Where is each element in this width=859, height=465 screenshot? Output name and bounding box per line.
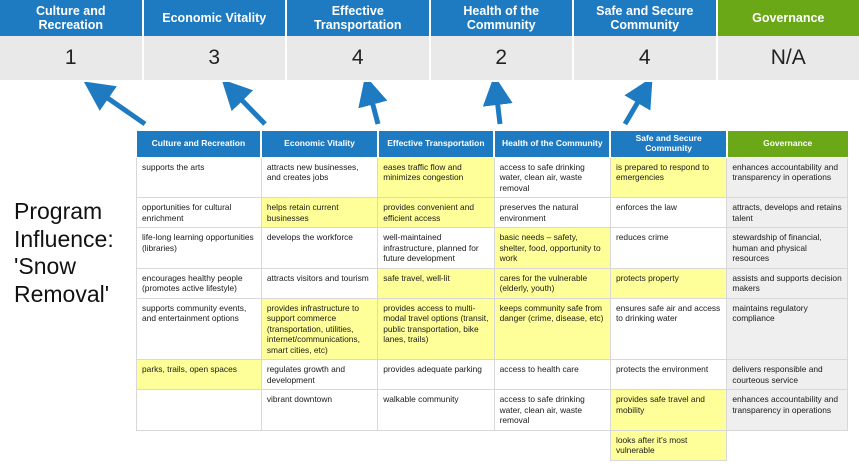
matrix-cell: access to safe drinking water, clean air, waste removal [494,390,610,431]
matrix-cell: basic needs – safety, shelter, food, opportunity to work [494,228,610,269]
caption-line-2: Influence: [14,225,114,252]
table-row [137,198,848,228]
matrix-cell: opportunities for cultural enrichment [137,198,262,228]
matrix-cell: attracts, develops and retains talent [727,198,848,228]
matrix-cell: maintains regulatory compliance [727,298,848,360]
matrix-header-health-of-the-community: Health of the Community [494,131,610,157]
matrix-cell: provides adequate parking [378,360,494,390]
matrix-cell: supports community events, and entertainment options [137,298,262,360]
matrix-cell: enhances accountability and transparency in operations [727,390,848,431]
table-row [137,157,848,198]
matrix-cell: protects the environment [610,360,726,390]
matrix-cell: safe travel, well-lit [378,268,494,298]
arrow-effective-transportation [369,90,378,124]
matrix-cell: supports the arts [137,157,262,198]
matrix-cell: reduces crime [610,228,726,269]
matrix-cell: life-long learning opportunities (libraries) [137,228,262,269]
matrix-cell: provides access to multi-modal travel options (transit, public transportation, bike lanes, trails) [378,298,494,360]
arrow-economic-vitality [232,90,265,124]
matrix-header-governance: Governance [727,131,848,157]
score-culture-and-recreation: 1 [0,36,144,80]
matrix-header-economic-vitality: Economic Vitality [261,131,377,157]
score-health-of-the-community: 2 [431,36,575,80]
matrix-cell: assists and supports decision makers [727,268,848,298]
matrix-header-safe-and-secure-community: Safe and Secure Community [610,131,726,157]
caption-line-1: Program [14,198,103,224]
matrix-cell: develops the workforce [261,228,377,269]
matrix-cell: access to safe drinking water, clean air, waste removal [494,157,610,198]
table-row [137,360,848,390]
matrix-cell: parks, trails, open spaces [137,360,262,390]
scorecard-header-label: Effective Transportation [313,4,402,32]
caption-line-4: Removal' [14,280,110,307]
matrix-cell: well-maintained infrastructure, planned for future development [378,228,494,269]
matrix-cell: encourages healthy people (promotes active lifestyle) [137,268,262,298]
matrix-cell: provides convenient and efficient access [378,198,494,228]
scorecard-header-health-of-the-community [431,0,575,36]
scorecard-score-row [0,36,859,80]
scorecard-header-label: Culture and Recreation [36,4,106,32]
matrix-cell [137,390,262,431]
matrix-cell: attracts visitors and tourism [261,268,377,298]
scorecard-header-label: Economic Vitality [162,11,267,25]
matrix-cell: looks after it's most vulnerable [610,430,726,460]
scorecard-header-label: Governance [752,11,825,25]
scorecard-header-safe-and-secure-community [574,0,718,36]
scorecard-header-economic-vitality [144,0,288,36]
matrix-header-row [137,131,848,157]
scorecard-header-effective-transportation [287,0,431,36]
arrow-safe-and-secure-community [625,90,645,124]
matrix-cell: regulates growth and development [261,360,377,390]
table-row [137,228,848,269]
arrow-group [0,82,859,130]
matrix-cell: cares for the vulnerable (elderly, youth) [494,268,610,298]
matrix-cell: enforces the law [610,198,726,228]
matrix-cell: keeps community safe from danger (crime, disease, etc) [494,298,610,360]
scorecard-band [0,0,859,82]
matrix-cell [494,430,610,460]
matrix-cell: protects property [610,268,726,298]
matrix-cell [261,430,377,460]
priority-matrix-table [136,131,848,461]
matrix-header [137,131,848,157]
caption-line-3: 'Snow [14,253,76,280]
score-economic-vitality: 3 [144,36,288,80]
arrow-culture-and-recreation [96,90,145,124]
matrix-cell: provides infrastructure to support commerce (transportation, utilities, internet/communications, smart cities, etc) [261,298,377,360]
score-safe-and-secure-community: 4 [574,36,718,80]
table-row [137,268,848,298]
scorecard-header-governance [718,0,859,36]
matrix-cell: enhances accountability and transparency in operations [727,157,848,198]
matrix-header-culture-and-recreation: Culture and Recreation [137,131,262,157]
score-governance: N/A [770,46,806,69]
scorecard-header-label: Safe and Secure Community [596,4,694,32]
matrix-cell [137,430,262,460]
matrix-cell [378,430,494,460]
matrix-cell: provides safe travel and mobility [610,390,726,431]
matrix-cell: access to health care [494,360,610,390]
matrix-cell: preserves the natural environment [494,198,610,228]
scorecard-header-culture-and-recreation [0,0,144,36]
program-influence-caption [14,198,132,308]
scorecard-header-label: Health of the Community [463,4,540,32]
arrows-svg [0,82,859,130]
arrow-health-of-the-community [496,90,500,124]
matrix-cell: is prepared to respond to emergencies [610,157,726,198]
table-row [137,390,848,431]
matrix-cell: delivers responsible and courteous service [727,360,848,390]
score-effective-transportation: 4 [287,36,431,80]
matrix-cell: eases traffic flow and minimizes congestion [378,157,494,198]
matrix-cell: vibrant downtown [261,390,377,431]
matrix-body [137,157,848,460]
matrix-cell: ensures safe air and access to drinking water [610,298,726,360]
matrix-cell: walkable community [378,390,494,431]
table-row [137,298,848,360]
matrix-cell: attracts new businesses, and creates jobs [261,157,377,198]
table-row [137,430,848,460]
matrix-cell: stewardship of financial, human and physical resources [727,228,848,269]
matrix-cell [727,430,848,460]
scorecard-header-row [0,0,859,36]
matrix-header-effective-transportation: Effective Transportation [378,131,494,157]
matrix-cell: helps retain current businesses [261,198,377,228]
